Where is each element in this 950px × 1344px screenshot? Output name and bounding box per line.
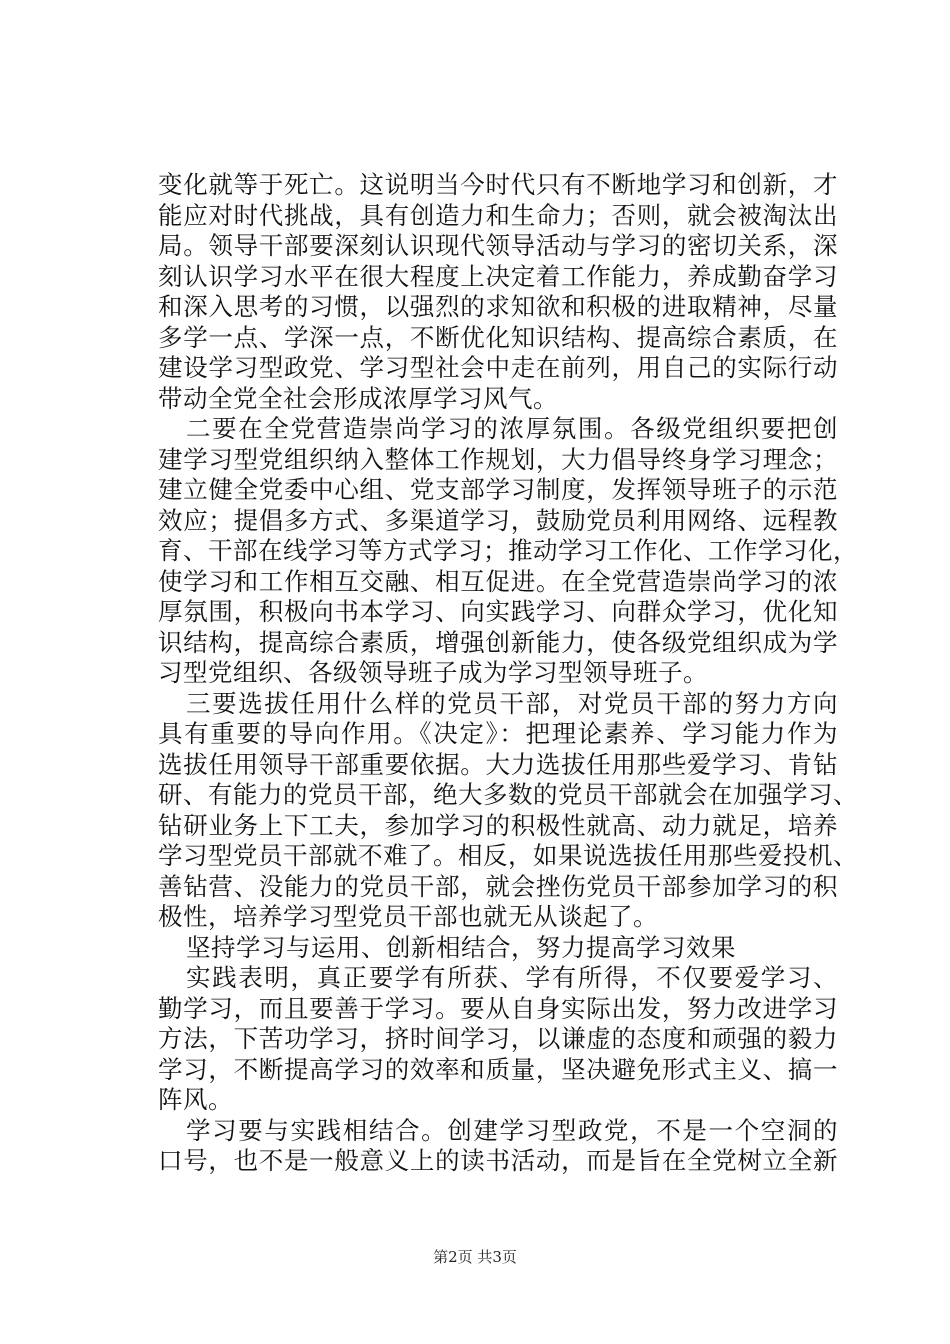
paragraph-3-line: 研、有能力的党员干部，绝大多数的党员干部就会在加强学习、 bbox=[158, 780, 858, 809]
paragraph-1-line: 和深入思考的习惯，以强烈的求知欲和积极的进取精神，尽量 bbox=[158, 292, 838, 321]
paragraph-2-line: 建学习型党组织纳入整体工作规划，大力倡导终身学习理念； bbox=[158, 444, 838, 474]
paragraph-1-line: 能应对时代挑战，具有创造力和生命力；否则，就会被淘汰出 bbox=[158, 200, 838, 230]
paragraph-5-line: 实践表明，真正要学有所获、学有所得，不仅要爱学习、 bbox=[186, 963, 838, 992]
paragraph-2-line: 识结构，提高综合素质，增强创新能力，使各级党组织成为学 bbox=[158, 627, 838, 657]
paragraph-3-line: 学习型党员干部就不难了。相反，如果说选拔任用那些爱投机、 bbox=[158, 841, 858, 870]
paragraph-3-line: 具有重要的导向作用。《决定》：把理论素养、学习能力作为 bbox=[158, 719, 838, 748]
paragraph-1-line: 变化就等于死亡。这说明当今时代只有不断地学习和创新，才 bbox=[158, 170, 838, 199]
document-body bbox=[158, 170, 858, 1177]
page-number-footer: 第2页 共3页 bbox=[433, 1248, 517, 1266]
paragraph-2-line: 建立健全党委中心组、党支部学习制度，发挥领导班子的示范 bbox=[158, 475, 838, 504]
paragraph-3-line: 选拔任用领导干部重要依据。大力选拔任用那些爱学习、肯钻 bbox=[158, 749, 838, 779]
paragraph-3-line: 极性，培养学习型党员干部也就无从谈起了。 bbox=[158, 902, 658, 931]
paragraph-1-line: 局。领导干部要深刻认识现代领导活动与学习的密切关系，深 bbox=[158, 231, 838, 260]
paragraph-1-line: 多学一点、学深一点，不断优化知识结构、提高综合素质，在 bbox=[158, 322, 838, 352]
paragraph-5-line: 勤学习，而且要善于学习。要从自身实际出发，努力改进学习 bbox=[158, 993, 838, 1023]
paragraph-2-line: 习型党组织、各级领导班子成为学习型领导班子。 bbox=[158, 658, 708, 687]
paragraph-1-line: 刻认识学习水平在很大程度上决定着工作能力，养成勤奋学习 bbox=[158, 261, 838, 291]
paragraph-3-line: 钻研业务上下工夫，参加学习的积极性就高、动力就足，培养 bbox=[158, 810, 838, 840]
paragraph-2-line: 效应；提倡多方式、多渠道学习，鼓励党员利用网络、远程教 bbox=[158, 505, 838, 535]
paragraph-5-line: 方法，下苦功学习，挤时间学习，以谦虚的态度和顽强的毅力 bbox=[158, 1024, 838, 1053]
paragraph-2-line: 育、干部在线学习等方式学习；推动学习工作化、工作学习化， bbox=[158, 536, 858, 565]
paragraph-1-line: 建设学习型政党、学习型社会中走在前列，用自己的实际行动 bbox=[158, 353, 838, 382]
paragraph-2-line: 二要在全党营造崇尚学习的浓厚氛围。各级党组织要把创 bbox=[186, 414, 838, 443]
paragraph-6-line: 学习要与实践相结合。创建学习型政党，不是一个空洞的 bbox=[186, 1115, 838, 1145]
paragraph-5-line: 学习，不断提高学习的效率和质量，坚决避免形式主义、搞一 bbox=[158, 1054, 838, 1084]
paragraph-5-line: 阵风。 bbox=[158, 1085, 233, 1114]
section-heading: 坚持学习与运用、创新相结合，努力提高学习效果 bbox=[186, 932, 736, 962]
paragraph-1-line: 带动全党全社会形成浓厚学习风气。 bbox=[158, 383, 558, 413]
paragraph-3-line: 三要选拔任用什么样的党员干部，对党员干部的努力方向 bbox=[186, 688, 838, 718]
paragraph-2-line: 使学习和工作相互交融、相互促进。在全党营造崇尚学习的浓 bbox=[158, 566, 838, 596]
paragraph-6-line: 口号，也不是一般意义上的读书活动，而是旨在全党树立全新 bbox=[158, 1146, 838, 1175]
paragraph-2-line: 厚氛围，积极向书本学习、向实践学习、向群众学习，优化知 bbox=[158, 597, 838, 626]
paragraph-3-line: 善钻营、没能力的党员干部，就会挫伤党员干部参加学习的积 bbox=[158, 871, 838, 901]
